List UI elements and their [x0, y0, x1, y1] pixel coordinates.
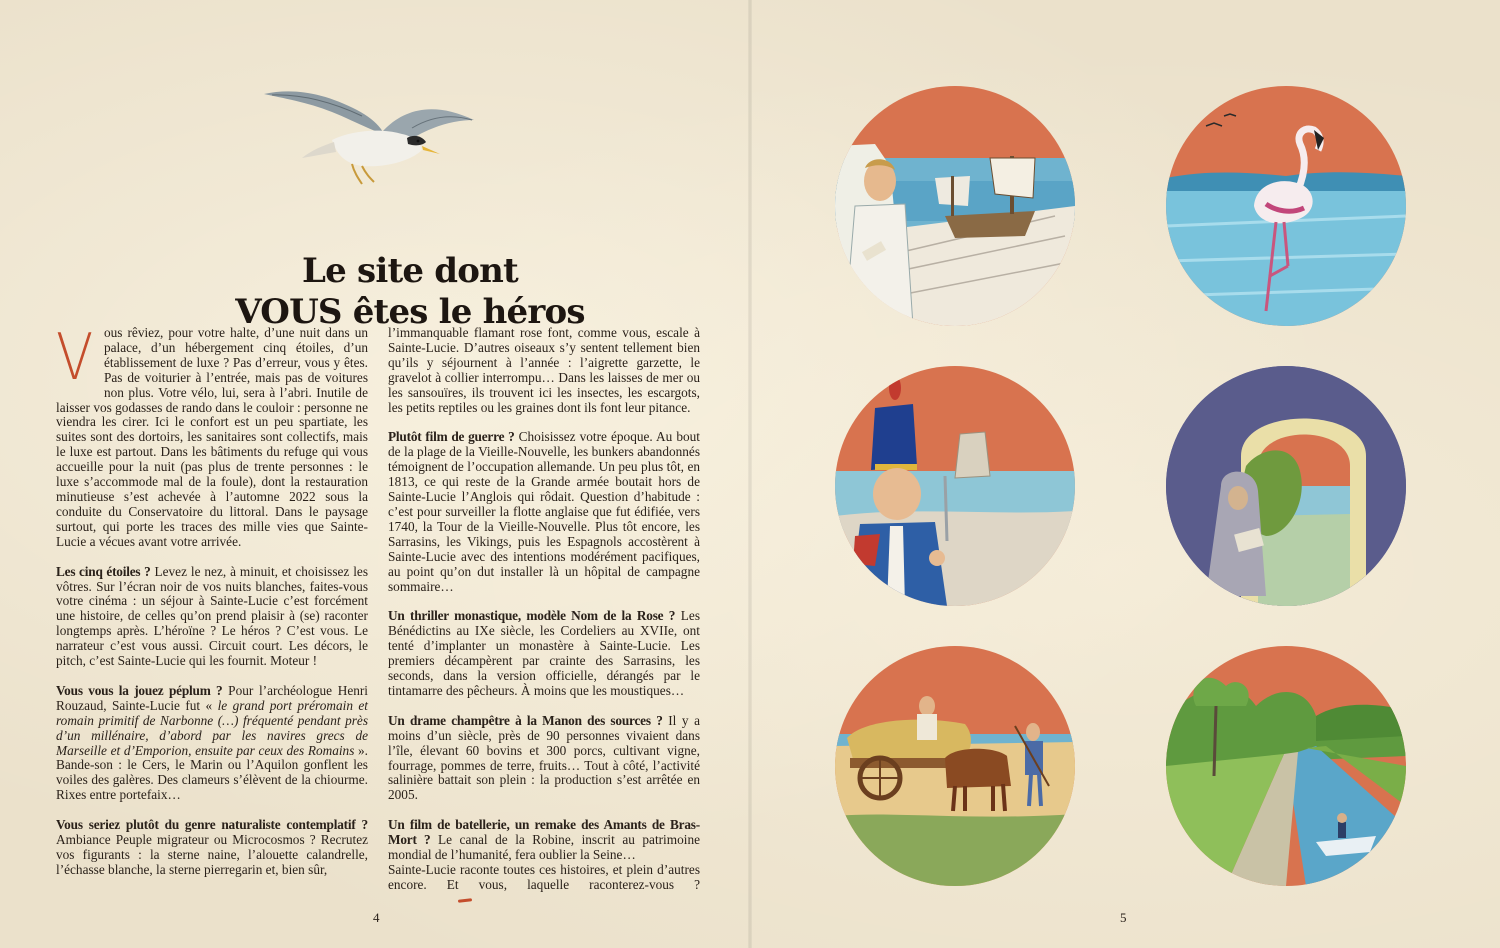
monk-window-scene-icon: [1166, 366, 1406, 606]
canal-boat-scene-icon: [1166, 646, 1406, 886]
intro-paragraph: [56, 321, 368, 550]
text-column-2: [388, 326, 700, 923]
paragraph-conclusion: [388, 863, 700, 908]
illustration-flamingo: [1166, 86, 1406, 326]
quote-rouzaud: le grand port préromain et romain primitif de Narbonne (…) fréquenté pendant près d’un millénaire, d’abord par les navires grecs de Marseille et d’Emporion, ensuite par ceux des Romains: [56, 697, 368, 758]
ox-cart-scene-icon: [835, 646, 1075, 886]
illustration-hay-cart: [835, 646, 1075, 886]
lead-naturaliste: Vous seriez plutôt du genre naturaliste contemplatif ?: [56, 817, 368, 833]
illustration-soldier: [835, 366, 1075, 606]
intro-text: ous rêviez, pour votre halte, d’une nuit dans un palace, d’un hébergement cinq étoiles, d’un établissement de luxe ? Pas d’erreur, vous y êtes. Pas de voiturier à l’entrée, mais pas de voitures non plus. Votre vélo, lui, sera à l’abri. Inutile de laisser vos godasses de rando dans le couloir : personne ne viendra les cirer. Ici le confort est un peu spartiate, les suites sont des dortoirs, les sanitaires sont collectifs, mais le luxe est partout. Dans les bâtiments du refuge qui vous accueille pour la nuit (pas plus de trente personnes : le luxe s’accommode mal de la foule), dont la restauration minutieuse s’est achevée à l’automne 2022 sous la conduite du Conservatoire du littoral. Dans le paysage surtout, qui porte les traces des mille vies que Sainte-Lucie a vécues avant votre arrivée.: [56, 325, 368, 549]
paragraph-peplum: [56, 684, 368, 803]
napoleonic-soldier-scene-icon: [835, 366, 1075, 606]
text-cinq-etoiles: Levez le nez, à minuit, et choisissez les vôtres. Sur l’écran noir de vos nuits blanches, faites-vous votre cinéma : un séjour à Sainte-Lucie c’est forcément une histoire, de celles qu’on prend plaisir à (se) raconter longtemps après. L’héroïne ? Le héros ? C’est vous. Le narrateur c’est vous aussi. Circuit court. Les décors, le pitch, c’est Sainte-Lucie qui les fournit. Moteur !: [56, 563, 368, 669]
text-conclusion: Sainte-Lucie raconte toutes ces histoires, et plein d’autres encore. Et vous, laquelle raconterez-vous ?: [388, 862, 700, 892]
lead-batellerie: Un film de batellerie, un remake des Amants de Bras-Mort ?: [388, 817, 700, 848]
page-gutter: [748, 0, 752, 948]
lead-peplum: Vous vous la jouez péplum ?: [56, 682, 223, 698]
lead-guerre: Plutôt film de guerre ?: [388, 429, 515, 445]
text-batellerie: Le canal de la Robine, inscrit au patrimoine mondial de l’humanité, fera oublier la Seine…: [388, 832, 700, 863]
paragraph-thriller: [388, 609, 700, 698]
illustration-canal: [1166, 646, 1406, 886]
text-column-1: [56, 321, 369, 893]
paragraph-flamant: [388, 326, 700, 415]
text-peplum-2: ». Bande-son : le Cers, le Marin ou l’Aquilon gonflent les voiles des galères. Des clameurs s’élèvent de la chiourme. Rixes entre portefaix…: [56, 742, 369, 803]
tern-bird-icon: [262, 80, 477, 190]
paragraph-batellerie: [388, 818, 700, 863]
flamingo-scene-icon: [1166, 86, 1406, 326]
article-title: [150, 251, 670, 333]
text-champetre: Il y a moins d’un siècle, près de 90 personnes vivaient dans l’île, élevant 60 bovins et 300 porcs, cultivant vigne, fourrage, pommes de terre, fruits… Tout à côté, l’activité salinière battait son plein : la production s’est arrêtée en 2005.: [388, 712, 700, 803]
illustration-monk: [1166, 366, 1406, 606]
text-guerre: Choisissez votre époque. Au bout de la plage de la Vieille-Nouvelle, les bunkers abandonnés témoignent de l’occupation allemande. Un peu plus tôt, en 1813, ce qui reste de la Grande armée boutait hors de Sainte-Lucie l’Anglois qui rôdait. Question d’habitude : c’est pour surveiller la flotte anglaise que fut édifiée, vers 1740, la Tour de la Vieille-Nouvelle. Plus tôt encore, les Sarrasins, les Vikings, puis les Espagnols accostèrent à Sainte-Lucie avec des intentions modérément pacifiques, au point qu’on dut installer là un hôpital de campagne sommaire…: [388, 429, 700, 594]
page-number-right: 5: [1120, 910, 1127, 925]
roman-galley-scene-icon: [835, 86, 1075, 326]
drop-cap: V: [56, 321, 94, 395]
paragraph-naturaliste: [56, 818, 368, 878]
lead-cinq-etoiles: Les cinq étoiles ?: [56, 563, 151, 579]
page-number-left: 4: [373, 910, 380, 925]
title-line-2: VOUS êtes le héros: [235, 291, 585, 332]
text-naturaliste: Ambiance Peuple migrateur ou Microcosmos ? Recrutez vos figurants : la sterne naine, l’alouette calandrelle, l’échasse blanche, la sterne pierregarin et, bien sûr,: [56, 832, 368, 877]
paragraph-guerre: [388, 430, 700, 594]
illustration-roman-port: [835, 86, 1075, 326]
text-peplum-1: Pour l’archéologue Henri Rouzaud, Sainte-Lucie fut «: [56, 682, 368, 713]
text-thriller: Les Bénédictins au IXe siècle, les Cordeliers au XVIIe, ont tenté d’implanter un monastère à Sainte-Lucie. Les premiers décampèrent par crainte des Sarrasins, les seconds, dans la version officielle, dérangés par le tintamarre des pêcheurs. À moins que les moustiques…: [388, 608, 700, 698]
end-mark-icon: [458, 899, 472, 903]
paragraph-champetre: [388, 714, 700, 803]
lead-thriller: Un thriller monastique, modèle Nom de la Rose ?: [388, 608, 676, 624]
text-flamant: l’immanquable flamant rose font, comme vous, escale à Sainte-Lucie. D’autres oiseaux s’y sentent tellement bien qu’ils y séjournent à l’année : l’aigrette garzette, le gravelot à collier interrompu… Dans les laisses de mer ou les sansouïres, ils trouvent ici les insectes, les escargots, les petits reptiles ou les graines dont ils font leur pitance.: [388, 325, 700, 415]
paragraph-cinq-etoiles: [56, 565, 368, 669]
lead-champetre: Un drame champêtre à la Manon des sources ?: [388, 712, 663, 728]
title-line-1: Le site dont: [302, 250, 518, 291]
